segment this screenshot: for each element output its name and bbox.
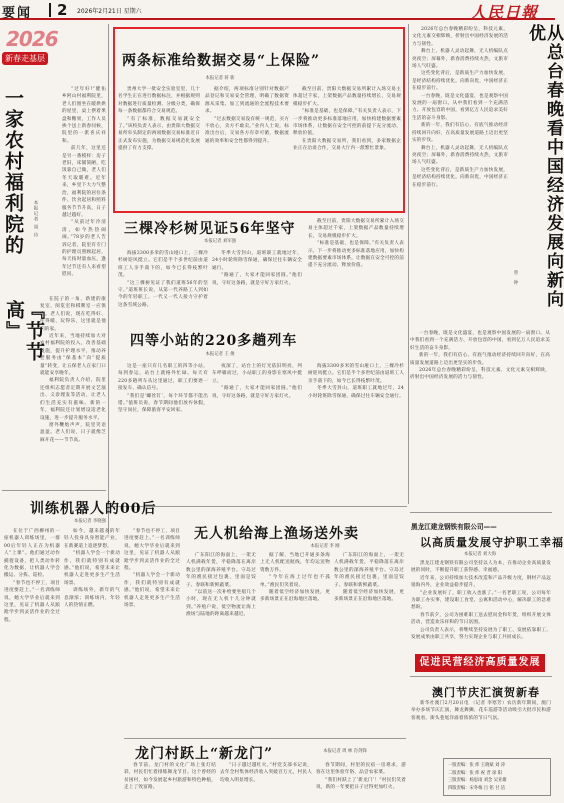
dragon-body-col1: 春节前，龙门村的文化广场上张灯结彩，村民们忙着排练舞龙节目。这个曾经的贫困村，如今发展起乡村旅游和特色种植，走上了致富路。 bbox=[124, 763, 216, 791]
infobox-line: 三版责编：杨思雨 刘念 吴亚雄 bbox=[448, 778, 507, 783]
pine-headline: 三棵冷杉树见证56年坚守 bbox=[124, 221, 296, 237]
pine-body-col1: 海拔3300多米的雪山垭口上，三棵冷杉树迎风挺立。它们是半个多世纪前由道班工人亲手栽下的，如今已长得枝繁叶茂。 “这三棵树见证了我们道班56年的坚守。”道班班长说，从第一代养路工人到如今的年轻职工，一代又一代人接力守护着这条雪域公路。 bbox=[118, 251, 208, 308]
infobox-line: 二版责编：张 炜 祝 晋 徐 阳 bbox=[448, 770, 503, 776]
robot-body-col1: 在位于广西柳州的一座机器人训练场里，一群00后年轻人正在为机器人“上课”。他们通过动作捕捉设备，把人类动作转化为数据，让机器人学会搬运、分拣、巡检。 “春节也不停工，项目进度要赶上。”一名训练师说，她大学毕业后就来到这里，见证了机器人从踉跄学步到灵活作业的全过程。 bbox=[4, 529, 60, 623]
economy-byline: 曾 钟 bbox=[513, 270, 518, 287]
infobox-line: 一版责编：张 炜 王晓斌 刘 涛 bbox=[448, 763, 506, 768]
section-divider bbox=[49, 3, 51, 17]
economy-body-lower: 一台春晚，既是文化盛宴，也是观察中国发展的一扇窗口。从中我们看到一个充满活力、开放包容的中国，看到亿万人民追求美好生活的奋斗身影。 新的一年，我们有信心、有底气推动经济持续回升向好，在高质量发展道路上迈出更坚实的步伐。 2026年总台春晚精彩纷呈，科技元素、文化元素交相辉映，折射出中国经济发展的活力与韧性。 bbox=[410, 331, 550, 381]
company-byline: 本报记者 刘大海 bbox=[463, 552, 497, 557]
fishery-body-col1: 广东阳江的海面上，一架无人机满载年货，平稳降落在离岸数公里的深海养殖平台。守岛过年的渔民接过包裹，里面是饺子、春联和新鲜蔬菜。 “以前送一次补给要坐船几个小时，现在无人机十几分钟就到。”养殖户说，低空物流让海上渔场与陆地的距离越来越近。 bbox=[186, 553, 256, 618]
fishery-body-col3: 广东阳江的海面上，一架无人机满载年货，平稳降落在离岸数公里的深海养殖平台。守岛过年的渔民接过包裹，里面是饺子、春联和新鲜蔬菜。 随着低空经济加快发展，更多新场景正在沿海地区落地。 bbox=[334, 553, 404, 603]
row-rule bbox=[2, 490, 106, 491]
station-headline: 四等小站的220多趟列车 bbox=[130, 333, 298, 349]
fishery-byline: 本报记者 李 刚 bbox=[310, 544, 340, 549]
pine-body-continued: 海拔3300多米的雪山垭口上，三棵冷杉树迎风挺立。它们是半个多世纪前由道班工人亲手栽下的，如今已长得枝繁叶茂。 冬季大雪封山，道班职工就地过年，24小时轮班除雪保通，确保过往车辆安全通行。 bbox=[308, 364, 404, 399]
village-byline: 本报记者 周 玲 bbox=[33, 200, 38, 238]
issue-date: 2026年2月21日 星期六 bbox=[77, 8, 142, 15]
economy-body: 2026年总台春晚精彩纷呈，科技元素、文化元素交相辉映，折射出中国经济发展的活力与韧性。 舞台上，机器人灵动起舞，无人机编队点亮夜空；屏幕外，新春消费持续火热，文旅市场人气旺盛。 这些变化背后，是新质生产力加快发展，是经济结构持续优化。向新向优，中国经济正在稳步前行。 一台春晚，既是文化盛宴，也是观察中国发展的一扇窗口。从中我们看到一个充满活力、开放包容的中国，看到亿万人民追求美好生活的奋斗身影。 新的一年，我们有信心、有底气推动经济持续回升向好，在高质量发展道路上迈出更坚实的步伐。 舞台上，机器人灵动起舞，无人机编队点亮夜空；屏幕外，新春消费持续火热，文旅市场人气旺盛。 这些变化背后，是新质生产力加快发展，是经济结构持续优化。向新向优，中国经济正在稳步前行。 bbox=[412, 27, 508, 188]
fishery-body-col2: 据了解，当地已开通多条海上无人机配送航线，年均运送物资数万件。 “今年在海上过年也不孤单。”渔民们笑着说。 随着低空经济加快发展，更多新场景正在沿海地区落地。 bbox=[260, 553, 330, 603]
robot-body-col3: “春节也不停工，项目进度要赶上。”一名训练师说，她大学毕业后就来到这里，见证了机器人从踉跄学步到灵活作业的全过程。 “机器人学会一个新动作，我们就特别有成就感。”他们说，希望未来让机器人走进更多生产生活场景。 bbox=[124, 529, 180, 609]
macao-headline: 澳门节庆汇演贺新春 bbox=[432, 686, 540, 699]
badge-tag: 新春走基层 bbox=[2, 52, 48, 65]
company-headline: 以高质量发展守护职工幸福 bbox=[420, 536, 564, 549]
station-byline: 本报记者 王 俊 bbox=[205, 352, 235, 357]
village-body-1: “过年好!”健佑乡阿山村福利院里，老人们围坐在暖烘烘的屋里，桌上摆着果盘和糖果，工作人员挨个送上新春问候，院里的一派喜庆祥和。 前几年，这里还是另一番模样：房子老旧，床铺简陋，吃饭靠自己做，老人们冬天取暖难。近年来，乡里下大力气整治，福利院的居住条件、饮食起居和照料服务节节升高，日子越过越好。 “从前过年冷清清，如今热热闹闹。”78岁的老人告诉记者，院里有专门的护理员照顾起居，每天按时量血压，逢年过节还有人来看望慰问。 bbox=[62, 87, 106, 278]
page-number: 2 bbox=[57, 1, 68, 19]
station-body-col2: 夜深了，站台上的灯光依旧明亮，列车呼啸而过，小站职工的身影在寒风中挺立。 “路通了，大家才能回家团圆。”他们说，守好这条路，就是守好万家灯火。 bbox=[212, 364, 302, 399]
data-trade-byline: 本报记者 蒋 新 bbox=[205, 76, 235, 81]
economy-headline: 从总台春晚看中国经济发展向新向优 bbox=[525, 24, 563, 309]
robot-byline: 本报记者 李晓强 bbox=[73, 519, 107, 524]
spring-festival-badge bbox=[2, 22, 62, 72]
column-rule bbox=[108, 24, 109, 534]
data-trade-continued: 截至目前，贵阳大数据交易所累计入场交易主体超过千家，上架数据产品数量持续增长，交易规模稳步扩大。 “标准是基础，也是保障。”有关负责人表示，下一步将推动更多标准落地应用，加快构建数据要素市场体系，让数据在安全可控的前提下充分流动、释放价值。 bbox=[308, 219, 404, 269]
dragon-byline: 本报记者 周 林 肖剑锋 bbox=[323, 749, 367, 754]
pine-byline: 本报记者 刘军强 bbox=[203, 239, 237, 244]
data-trade-headline: 两条标准给数据交易“上保险” bbox=[122, 53, 321, 69]
column-rule bbox=[408, 24, 409, 504]
dragon-headline: 龙门村跃上“新龙门” bbox=[135, 746, 274, 762]
data-trade-body-col3: 截至目前，贵阳大数据交易所累计入场交易主体超过千家，上架数据产品数量持续增长，交易规模稳步扩大。 “标准是基础，也是保障。”有关负责人表示，下一步将推动更多标准落地应用，加快构建数据要素市场体系，让数据在安全可控的前提下充分流动、释放价值。 在贵阳大数据交易所，我们看到，多家数据企业正在洽谈合作，交易大厅内一派繁忙景象。 bbox=[293, 87, 401, 152]
macao-body: 新华社澳门2月20日电 （记者 李寒芳）农历新年期间，澳门举办多场节庆汇演，舞龙舞狮、花车巡游等活动吸引大批市民和游客观看，街头巷尾洋溢着浓浓的节日气氛。 bbox=[411, 701, 551, 721]
masthead-logo: 人民日報 bbox=[470, 3, 539, 22]
infobox-line: 四版责编：宋冬梅 吕 铭 甘 洁 bbox=[448, 785, 506, 791]
company-name: 黑龙江建龙钢铁有限公司—— bbox=[411, 523, 497, 531]
station-body-col1: 这是一座只有几名职工的四等小站，每到春运，站台上就格外忙碌。每天有220多趟列车从这里通过，职工们要逐一接发车、确认信号。 “我们是‘螺丝钉’，每个环节都不能出错。”值班员说，春节期间他们放弃休假，坚守岗位，保障旅客平安回家。 bbox=[118, 364, 208, 414]
row-rule bbox=[410, 676, 552, 677]
promo-banner: 促进民营经济高质量发展 bbox=[415, 654, 545, 672]
pine-body-col2: 冬季大雪封山，道班职工就地过年，24小时轮班除雪保通，确保过往车辆安全通行。 “路通了，大家才能回家团圆。”他们说，守好这条路，就是守好万家灯火。 bbox=[212, 251, 302, 286]
editor-infobox bbox=[443, 758, 551, 796]
village-body-2: 在院子的一角，新建的康复室、阅览室和棋牌室一应俱全。老人们说，现在吃得好、住得暖、玩得乐，这里就是他们的家。 近年来，当地持续加大对农村福利院的投入，改善基础设施，提升护理水平，推动养老服务由“保基本”向“提质量”转变，让五保老人在家门口就能安享晚年。 福利院负责人介绍，院里还组织志愿者定期开展文艺演出、义诊理发等活动，让老人们生活充实有滋味。新的一年，福利院还计划增设适老化设施，进一步提升服务水平。 窗外鞭炮声声，院里笑语盈盈。老人们说，日子就像芝麻开花——节节高。 bbox=[40, 297, 106, 443]
village-headline-top: 一家农村福利院的 bbox=[2, 88, 24, 256]
village-headline-quote: 『节节高』 bbox=[3, 300, 45, 363]
section-label: 要闻 bbox=[2, 6, 33, 21]
data-trade-body-col2: 据介绍，两项标准分别针对数据产品登记和交易安全管理，明确了数据资源从采集、加工到流通的全流程技术要求。 “过去数据交易没有统一规范，买方不放心，卖方不敢卖。”业内人士说，标准出台后，交易各方有章可循，数据流通的效率和安全性都得到提升。 bbox=[205, 87, 289, 144]
company-body: 黑龙江建龙钢铁有限公司坚持以人为本，在推动企业高质量发展的同时，不断提升职工获得感、幸福感。 近年来，公司持续加大技术改造和产品升级力度，钢材产品远销海内外，企业效益稳步提升。 “企业发展好了，职工收入也涨了。”一名老职工说，公司每年为职工办实事，建设职工食堂、公寓和活动中心，解决职工的急难愁盼。 春节前夕，公司为困难职工送去慰问金和年货，组织开展文体活动，营造欢乐祥和的节日氛围。 公司负责人表示，将继续坚持发展为了职工、发展依靠职工、发展成果由职工共享，努力实现企业与职工共同成长。 bbox=[411, 561, 551, 641]
badge-year: 2026 bbox=[6, 27, 58, 51]
dragon-body-col3: 春节期间，村里的民宿一房难求，游客在这里体验年俗、品尝农家菜。 “我们村跃上了‘新龙门’！”村民们笑着说，新的一年要把日子过得更加红火。 bbox=[316, 763, 406, 791]
data-trade-body-col1: 贵州大学一批安全实验室里，几十名学生正在进行数据标注，并根据规则对数据进行质量检测、分级分类，确保每一条数据都符合交易规范。 “有了标准，数据交易就安全了。”该校负责人表示，由贵阳大数据交易所牵头制定的两项数据交易标准近日正式发布实施，为数据交易规范化发展提供了有力支撑。 bbox=[118, 87, 200, 152]
row-rule bbox=[124, 738, 406, 739]
row-rule bbox=[410, 512, 552, 513]
robot-headline: 训练机器人的00后 bbox=[30, 501, 157, 517]
fishery-headline: 无人机给海上渔场送外卖 bbox=[194, 526, 359, 542]
dragon-body-col2: “日子越过越红火。”村党支部书记说，去年全村集体经济收入突破百万元，村民人均收入明显增长。 bbox=[220, 763, 312, 783]
robot-body-col2: 如今，越来越多的年轻人投身具身智能产业，在新赛道上追逐梦想。 “机器人学会一个新动作，我们就特别有成就感。”他们说，希望未来让机器人走进更多生产生活场景。 训练场外，新年的气息渐浓；训练场内，年轻人的热情正燃。 bbox=[64, 529, 120, 609]
